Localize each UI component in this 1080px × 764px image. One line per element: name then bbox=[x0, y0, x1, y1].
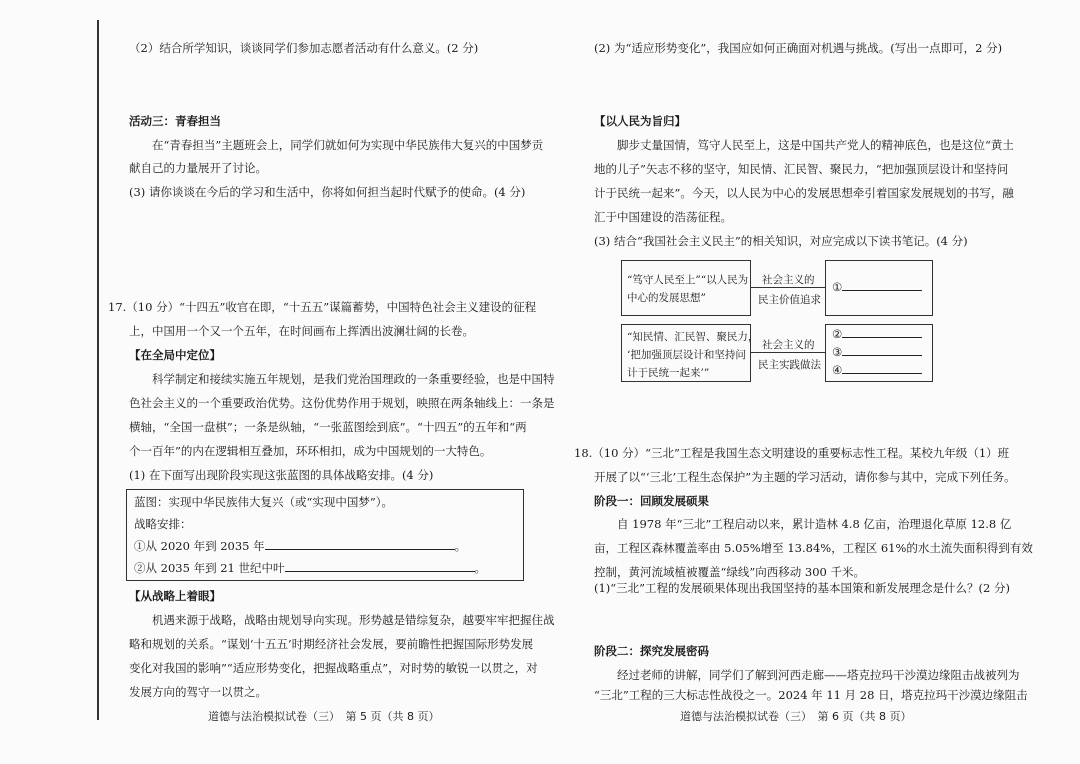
diagram-concept-label: 民主实践做法 bbox=[758, 359, 821, 371]
diagram-quote-box-1 bbox=[621, 260, 751, 316]
answer-row-4 bbox=[832, 363, 922, 377]
paragraph-line: 地的儿子”矢志不移的坚守，知民情、汇民智、聚民力，“把加强顶层设计和坚持问 bbox=[594, 162, 1009, 176]
diagram-concept-label: 社会主义的 bbox=[762, 274, 815, 286]
question-16-3: (3) 请你谈谈在今后的学习和生活中，你将如何担当起时代赋予的使命。(4 分) bbox=[129, 185, 526, 199]
activity-3-text-line: 献自己的力量展开了讨论。 bbox=[129, 161, 267, 175]
answer-blank[interactable] bbox=[842, 280, 922, 291]
section-title: 【在全局中定位】 bbox=[129, 348, 221, 362]
question-17-1: (1) 在下面写出现阶段实现这张蓝图的具体战略安排。(4 分) bbox=[129, 468, 434, 482]
period-mark: 。 bbox=[454, 539, 467, 553]
answer-row-1 bbox=[832, 280, 922, 294]
question-18-intro: 开展了以“‘三北’工程生态保护”为主题的学习活动，请你参与其中，完成下列任务。 bbox=[594, 470, 1016, 484]
strategy-step-1 bbox=[134, 538, 466, 554]
diagram-concept-label: 社会主义的 bbox=[762, 339, 815, 351]
blueprint-text: 蓝图：实现中华民族伟大复兴（或“实现中国梦”）。 bbox=[134, 495, 394, 509]
answer-marker: ③ bbox=[832, 345, 843, 359]
question-18-intro: 18.（10 分）“三北”工程是我国生态文明建设的重要标志性工程。某校九年级（1）班 bbox=[574, 446, 1010, 460]
stage-title: 阶段一：回顾发展硕果 bbox=[594, 494, 709, 508]
strategy-step-1-label: ①从 2020 年到 2035 年 bbox=[134, 539, 265, 553]
answer-blank[interactable] bbox=[285, 561, 475, 572]
diagram-quote-line: “笃守人民至上”“以人民为 bbox=[627, 274, 749, 286]
stage-title: 阶段二：探究发展密码 bbox=[594, 644, 709, 658]
blueprint-answer-box bbox=[126, 489, 524, 581]
diagram-arrow bbox=[751, 287, 825, 288]
answer-blank[interactable] bbox=[842, 327, 922, 338]
diagram-quote-line: ‘把加强顶层设计和坚持问 bbox=[627, 349, 746, 361]
diagram-quote-line: “知民情、汇民智、聚民力， bbox=[627, 331, 759, 343]
answer-marker: ② bbox=[832, 327, 843, 341]
strategy-step-2-label: ②从 2035 年到 21 世纪中叶 bbox=[134, 561, 285, 575]
answer-blank[interactable] bbox=[842, 363, 922, 374]
paragraph-line: 变化对我国的影响”“适应形势变化，把握战略重点”，对时势的敏锐一以贯之，对 bbox=[129, 661, 538, 675]
activity-3-text-line: 在“青春担当”主题班会上，同学们就如何为实现中华民族伟大复兴的中国梦贡 bbox=[152, 138, 544, 152]
diagram-quote-line: 计于民统一起来’” bbox=[627, 367, 710, 379]
activity-3-title: 活动三：青春担当 bbox=[129, 114, 221, 128]
diagram-answer-box-1 bbox=[825, 260, 933, 316]
paragraph-line: 科学制定和接续实施五年规划，是我们党治国理政的一条重要经验，也是中国特 bbox=[152, 372, 555, 386]
answer-blank[interactable] bbox=[842, 345, 922, 356]
question-17-intro: 17.（10 分）“十四五”收官在即，“十五五”谋篇蓄势，中国特色社会主义建设的征程 bbox=[108, 300, 537, 314]
period-mark: 。 bbox=[474, 561, 487, 575]
paragraph-line: 计于民统一起来”。今天，以人民为中心的发展思想牵引着国家发展规划的书写，融 bbox=[594, 186, 1014, 200]
strategy-step-2 bbox=[134, 560, 486, 576]
paragraph-line: 机遇来源于战略，战略由规划导向实现。形势越是错综复杂，越要牢牢把握住战 bbox=[152, 613, 555, 627]
answer-row-2 bbox=[832, 327, 922, 341]
page-footer: 道德与法治模拟试卷（三） 第 6 页（共 8 页） bbox=[680, 710, 912, 723]
paragraph-line: 经过老师的讲解，同学们了解到河西走廊——塔克拉玛干沙漠边缘阻击战被列为 bbox=[617, 668, 1020, 682]
strategy-label: 战略安排： bbox=[134, 517, 192, 531]
question-17-3: (3) 结合“我国社会主义民主”的相关知识，对应完成以下读书笔记。(4 分) bbox=[594, 234, 968, 248]
diagram-answer-box-2 bbox=[825, 324, 933, 382]
question-18-1: (1)“三北”工程的发展硕果体现出我国坚持的基本国策和新发展理念是什么？(2 分) bbox=[594, 581, 1010, 595]
diagram-quote-box-2 bbox=[621, 324, 759, 382]
paragraph-line: 自 1978 年“三北”工程启动以来，累计造林 4.8 亿亩，治理退化草原 12.8 亿 bbox=[617, 517, 1012, 531]
page-footer: 道德与法治模拟试卷（三） 第 5 页（共 8 页） bbox=[208, 710, 440, 723]
answer-marker: ① bbox=[832, 280, 843, 294]
question-17-intro: 上，中国用一个又一个五年，在时间画布上挥洒出波澜壮阔的长卷。 bbox=[129, 324, 474, 338]
question-16-2: （2）结合所学知识，谈谈同学们参加志愿者活动有什么意义。(2 分) bbox=[129, 41, 479, 55]
paragraph-line: 横轴，“全国一盘棋”；一条是纵轴，“一张蓝图绘到底”。“十四五”的五年和“两 bbox=[129, 420, 527, 434]
section-title: 【从战略上着眼】 bbox=[129, 589, 221, 603]
answer-blank[interactable] bbox=[265, 539, 455, 550]
paragraph-line: 发展方向的驾守一以贯之。 bbox=[129, 685, 267, 699]
diagram-concept-label: 民主价值追求 bbox=[758, 294, 821, 306]
paragraph-line: 汇于中国建设的浩荡征程。 bbox=[594, 210, 732, 224]
answer-row-3 bbox=[832, 345, 922, 359]
section-title: 【以人民为旨归】 bbox=[594, 114, 686, 128]
diagram-arrow bbox=[751, 352, 825, 353]
paragraph-line: 脚步丈量国情，笃守人民至上，这是中国共产党人的精神底色，也是这位“黄土 bbox=[617, 138, 1014, 152]
question-17-2: (2) 为“适应形势变化”，我国应如何正确面对机遇与挑战。(写出一点即可，2 分) bbox=[594, 41, 1003, 55]
paragraph-line: 亩，工程区森林覆盖率由 5.05%增至 13.84%，工程区 61%的水土流失面积得到有效 bbox=[594, 541, 1033, 555]
answer-marker: ④ bbox=[832, 363, 843, 377]
paragraph-line: 个一百年”的内在逻辑相互叠加，环环相扣，成为中国规划的一大特色。 bbox=[129, 444, 492, 458]
paragraph-line: 色社会主义的一个重要政治优势。这份优势作用于规划，映照在两条轴线上：一条是 bbox=[129, 396, 555, 410]
paragraph-line: 略和规划的关系。“谋划‘十五五’时期经济社会发展，要前瞻性把握国际形势发展 bbox=[129, 637, 534, 651]
page-binding-line bbox=[97, 20, 99, 720]
paragraph-line: “三北”工程的三大标志性战役之一。2024 年 11 月 28 日，塔克拉玛干沙漠边缘阻击 bbox=[594, 688, 1028, 702]
diagram-quote-line: 中心的发展思想” bbox=[627, 292, 706, 304]
paragraph-line: 控制，黄河流域植被覆盖“绿线”向西移动 300 千米。 bbox=[594, 565, 866, 579]
